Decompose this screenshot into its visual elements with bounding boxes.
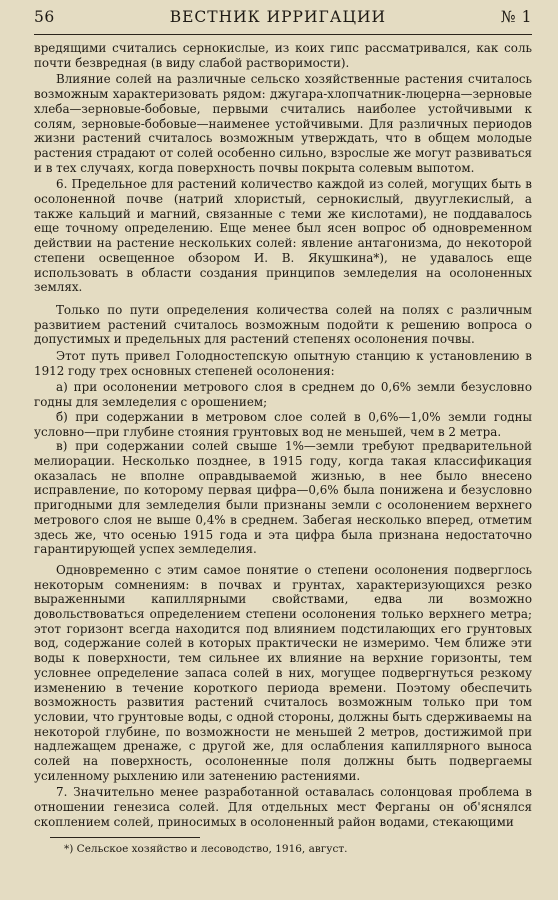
paragraph: Только по пути определения количества солей на полях с различным развитием растений считалось возможным подойти к решению вопроса о допустимых и предельных для растений степенях осолонения почвы.	[34, 302, 532, 347]
list-item: в) при содержании солей свыше 1%—земли требуют предварительной мелиорации. Несколько позднее, в 1915 году, когда такая классификация оказалась не вполне оправдываемой жизнью, в нее было внесено исправление, по которому первая цифра—0,6% была понижена и безусловно пригодными для земледелия были признаны земли с осолонением верхнего метрового слоя не выше 0,4% в среднем. Забегая несколько вперед, отметим здесь же, что осенью 1915 года и эта цифра была признана недостаточно гарантирующей успех земледелия.	[34, 439, 532, 557]
footnote-rule	[50, 837, 200, 838]
journal-title: ВЕСТНИК ИРРИГАЦИИ	[169, 8, 387, 26]
page-header	[34, 8, 532, 30]
paragraph: Этот путь привел Голодностепскую опытную станцию к установлению в 1912 году трех основных степеней осолонения:	[34, 349, 532, 378]
footnote: *) Сельское хозяйство и лесоводство, 1916, август.	[64, 842, 348, 855]
list-item: а) при осолонении метрового слоя в среднем до 0,6% земли безусловно годны для земледелия с орошением;	[34, 380, 532, 410]
header-rule	[34, 34, 532, 35]
list-item: б) при содержании в метровом слое солей в 0,6%—1,0% земли годны условно—при глубине стояния грунтовых вод не меньшей, чем в 2 метра.	[34, 409, 532, 439]
page-number: 56	[34, 8, 55, 26]
paragraph: 6. Предельное для растений количество каждой из солей, могущих быть в осолоненной почве (натрий хлористый, сернокислый, двууглекислый, а также кальций и магний, связанные с теми же кислотами), не поддавалось еще точному определению. Еще менее был ясен вопрос об одновременном действии на растение нескольких солей: явление антагонизма, до некоторой степени освещенное обзором И. В. Якушкина*), не удавалось еще использовать в области создания принципов земледелия на осолоненных землях.	[34, 177, 532, 295]
paragraph: Влияние солей на различные сельско хозяйственные растения считалось возможным характеризовать рядом: джугара-хлопчатник-люцерна—зерновые хлеба—зерновые-бобовые, первыми считались наиболее устойчивыми к солям, зерновые-бобовые—наименее устойчивыми. Для различных периодов жизни растений считалось возможным утверждать, что в общем молодые растения страдают от солей особенно сильно, взрослые же могут развиваться и в тех случаях, когда поверхность почвы покрыта солевым выпотом.	[34, 72, 532, 175]
paragraph: вредящими считались сернокислые, из коих гипс рассматривался, как соль почти безвредная (в виду слабой растворимости).	[34, 41, 532, 70]
issue-number: № 1	[501, 8, 532, 26]
article-body	[34, 41, 532, 830]
paragraph: 7. Значительно менее разработанной оставалась солонцовая проблема в отношении генезиса солей. Для отдельных мест Ферганы он об'яснялся скоплением солей, приносимых в осолоненный район водами, стекающими	[34, 785, 532, 829]
paragraph: Одновременно с этим самое понятие о степени осолонения подверглось некоторым сомнениям: в почвах и грунтах, характеризующихся резко выраженными капиллярными свойствами, едва ли возможно довольствоваться определением степени осолонения только верхнего метра; этот горизонт всегда находится под влиянием подстилающих его грунтовых вод, содержание солей в которых практически не измеримо. Чем ближе эти воды к поверхности, тем сильнее их влияние на верхние горизонты, тем условнее определение запаса солей в них, могущее подвергнуться резкому изменению в течение короткого периода времени. Поэтому обеспечить возможность развития растений считалось возможным только при том условии, что грунтовые воды, с одной стороны, должны быть сдерживаемы на некоторой глубине, по возможности не меньшей 2 метров, достижимой при надлежащем дренаже, с другой же, для ослабления капиллярного выноса солей на поверхность, осолоненные поля должны быть подвергаемы усиленному рыхлению или затенению растениями.	[34, 562, 532, 783]
